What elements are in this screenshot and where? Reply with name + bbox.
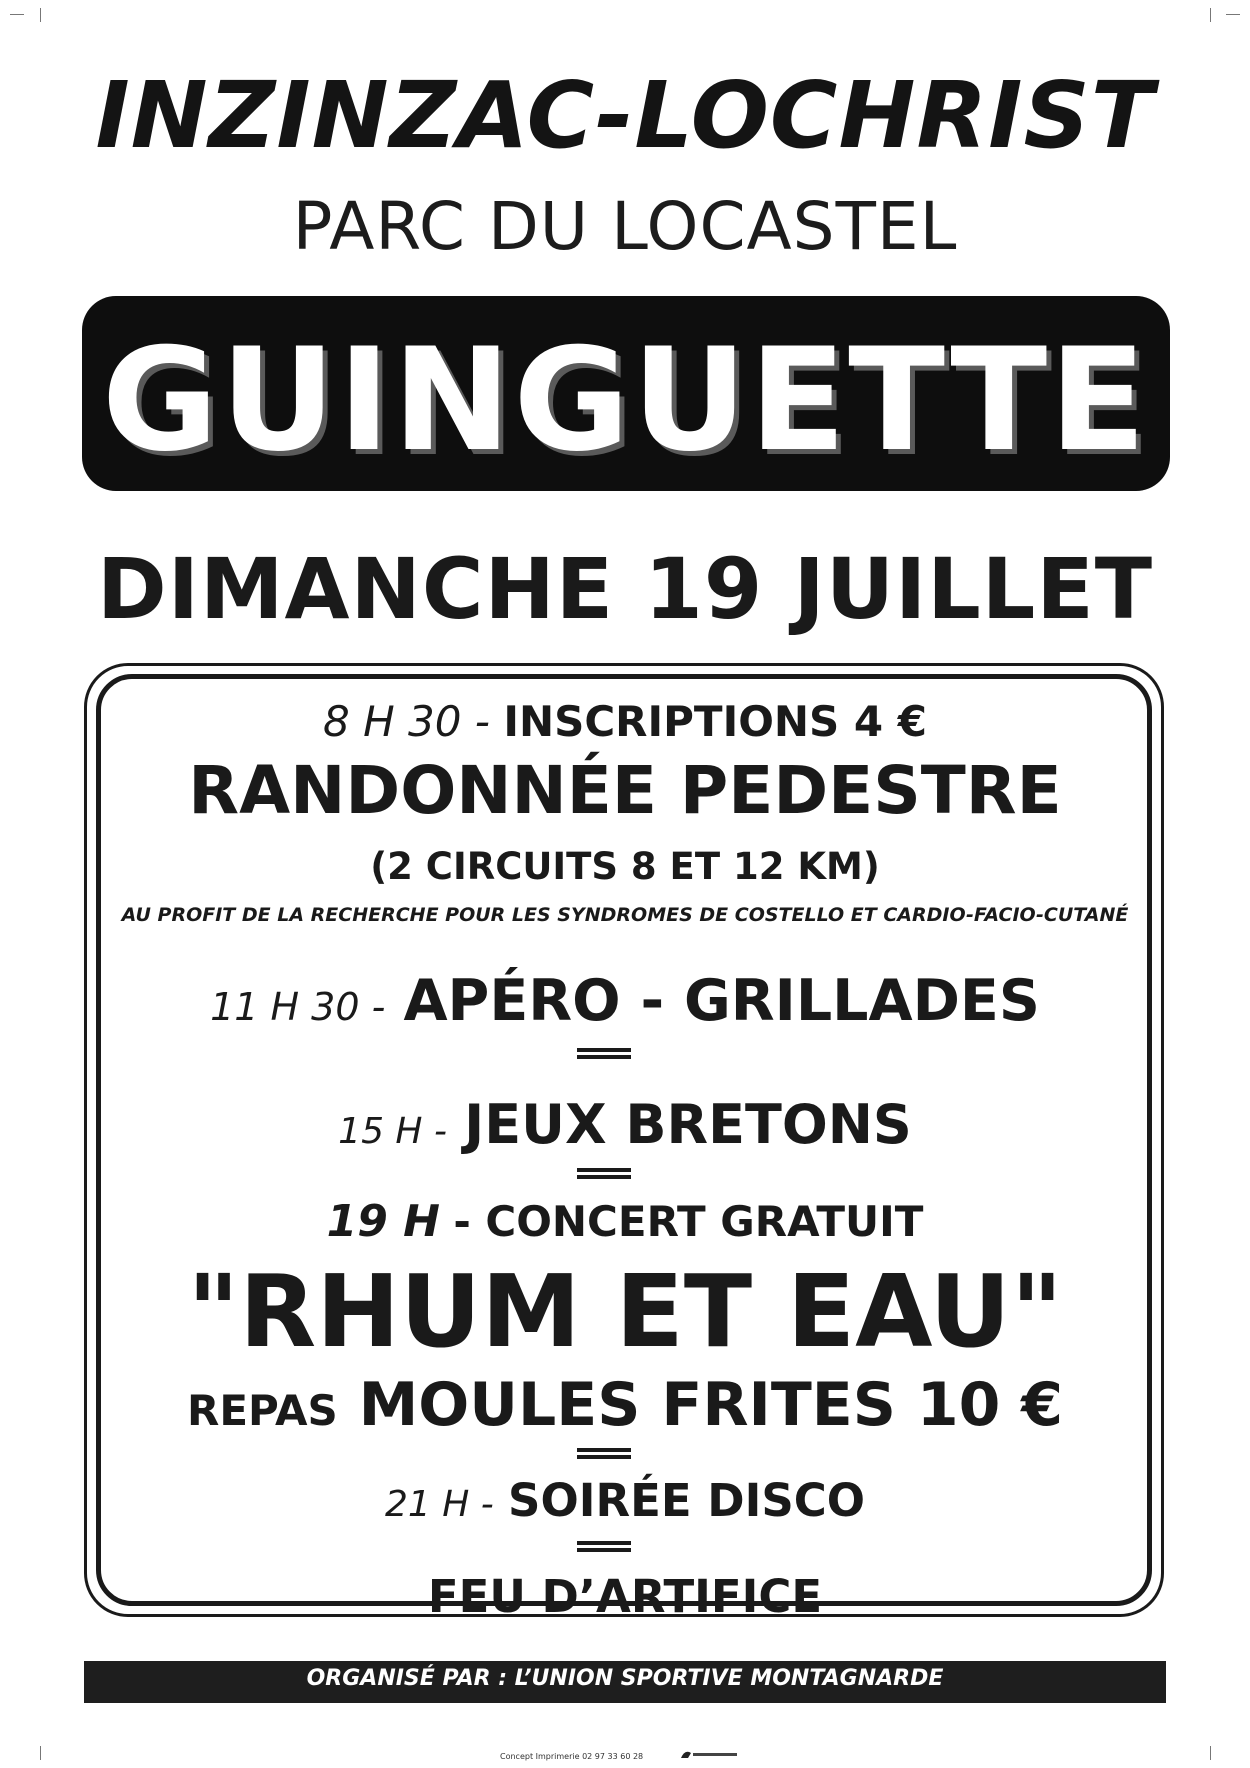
disco-title: SOIRÉE DISCO [508, 1474, 866, 1527]
meal-prefix: REPAS [186, 1386, 338, 1435]
concert-band: "RHUM ET EAU" [187, 1253, 1063, 1370]
fireworks: FEU D’ARTIFICE [427, 1570, 823, 1623]
divider [577, 1448, 631, 1460]
event-title: GUINGUETTE [101, 318, 1149, 483]
crop-mark [40, 8, 41, 22]
hike-cause: AU PROFIT DE LA RECHERCHE POUR LES SYNDROMES DE COSTELLO ET CARDIO-FACIO-CUTANÉ [121, 904, 1129, 926]
organizer: ORGANISÉ PAR : L’UNION SPORTIVE MONTAGNARDE [306, 1666, 944, 1691]
divider [577, 1048, 631, 1060]
divider [577, 1541, 631, 1553]
crop-mark [1226, 14, 1240, 15]
games-line [0, 1093, 1250, 1156]
town-title: INZINZAC-LOCHRIST [95, 62, 1155, 169]
hike-registration: INSCRIPTIONS 4 € [503, 697, 927, 746]
printer-credit: Concept Imprimerie 02 97 33 60 28 [500, 1752, 644, 1761]
hike-circuits: (2 CIRCUITS 8 ET 12 KM) [370, 845, 880, 888]
event-date: DIMANCHE 19 JUILLET [96, 540, 1154, 638]
printer-logo-icon [679, 1748, 739, 1760]
hike-title: RANDONNÉE PEDESTRE [188, 752, 1062, 829]
disco-time: 21 H - [384, 1484, 494, 1525]
crop-mark [40, 1746, 41, 1760]
venue-title: PARC DU LOCASTEL [292, 188, 958, 265]
hike-registration-line [0, 697, 1250, 746]
games-time: 15 H - [338, 1111, 447, 1152]
apero-time: 11 H 30 - [210, 985, 386, 1029]
apero-title: APÉRO - GRILLADES [403, 968, 1040, 1034]
concert-label: - CONCERT GRATUIT [453, 1197, 924, 1246]
concert-time: 19 H [326, 1196, 440, 1247]
disco-line [0, 1474, 1250, 1527]
concert-line [0, 1196, 1250, 1247]
apero-line [0, 968, 1250, 1034]
meal-line [0, 1370, 1250, 1440]
meal-title: MOULES FRITES 10 € [358, 1370, 1064, 1440]
crop-mark [10, 14, 24, 15]
hike-time: 8 H 30 - [323, 697, 490, 746]
crop-mark [1210, 8, 1211, 22]
games-title: JEUX BRETONS [464, 1093, 912, 1156]
divider [577, 1168, 631, 1180]
crop-mark [1210, 1746, 1211, 1760]
